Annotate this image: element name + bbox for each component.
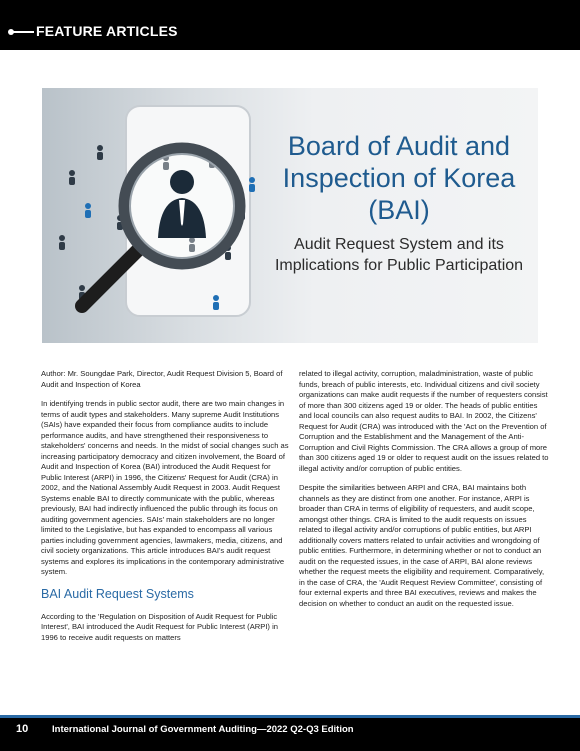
section-paragraph: According to the 'Regulation on Disposition of Audit Request for Public Interest', BAI introduced the Audit Request for Public Interest (ARPI) in 1996 to receive audit requests on matters <box>41 611 278 642</box>
header-rule <box>12 31 34 33</box>
article-column-right <box>299 369 549 618</box>
footer-accent-line <box>0 715 580 718</box>
publication-title: International Journal of Government Auditing—2022 Q2-Q3 Edition <box>52 724 354 735</box>
hero-banner <box>42 88 538 343</box>
author-line: Author: Mr. Soungdae Park, Director, Audit Request Division 5, Board of Audit and Inspection of Korea <box>41 369 283 389</box>
article-subtitle: Audit Request System and its Implications for Public Participation <box>274 236 524 274</box>
article-title: Board of Audit and Inspection of Korea (BAI) <box>282 131 516 225</box>
section-heading: BAI Audit Request Systems <box>41 586 194 601</box>
right-paragraph-1: related to illegal activity, corruption, maladministration, waste of public funds, breach of public interests, etc. Individual citizens and civil society organizations can make audit requests if the number of requesters consist of more than 300 citizens aged 19 or older. The heads of public entities and local councils can also request audits to BAI. In 2002, the Citizens' Request for Audit (CRA) was introduced with the 'Act on the Prevention of Corruption and the Establishment and the Management of the Anti-Corruption and Civil Rights Commission. The CRA allows a group of more than 300 citizens aged 19 or older to request audit on the issues related to illegal activity and/or corruption of public entities. <box>299 369 549 473</box>
article-column-left <box>41 369 291 652</box>
page-number: 10 <box>16 723 29 735</box>
right-paragraph-2: Despite the similarities between ARPI and CRA, BAI maintains both channels as they are distinct from one another. For instance, ARPI is broader than CRA in terms of eligibility of requesters, and audit scope, amongst other things. CRA is limited to the audit requests on issues related to illegal activity and/or corruptions of public entities, but ARPI additionally covers matters related to unfair activities and wrongdoing of public entities. Furthermore, in determining whether or not to conduct an audit on the requested issues, in the case of ARPI, BAI alone reviews whether the request meets the eligibility and requirement. Comparatively, in the case of CRA, the 'Audit Request Review Committee', consisting of four external experts and three BAI executives, reviews and makes the decision on whether to conduct an audit on the requested issue. <box>299 483 545 608</box>
section-header-bar <box>0 0 580 50</box>
page-footer <box>0 715 580 751</box>
intro-paragraph: In identifying trends in public sector audit, there are two main changes in terms of audit types and stakeholders. Many supreme Audit Institutions (SAIs) have expanded their focus from compliance audits to include performance audits, and have strengthened their responsiveness to stakeholders' concerns and needs. In the midst of social changes such as increasing participatory democracy and citizen involvement, the Board of Audit and Inspection of Korea (BAI) introduced the Audit Request for Public Interest (ARPI) in 1996, the Citizens' Request for Audit (CRA) in 2002, and the National Assembly Audit Request in 2003. Audit Request Systems enable BAI to directly communicate with the public, whereas previously, BAI had indirectly influenced the public through its focus on auditing government agencies. SAIs' main stakeholders are no longer limited to the Legislative, but has expanded to encompass all various parties including government agencies, lawmakers, media, citizens, and civil society organizations. This article introduces BAI's audit request systems and explores its implications in the contemporary administrative system. <box>41 399 289 576</box>
section-label: FEATURE ARTICLES <box>36 23 178 39</box>
